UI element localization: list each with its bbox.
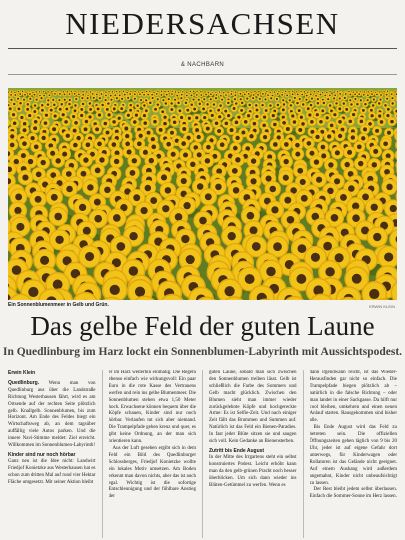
paragraph: guten Laune, sobald man sich zwischen den Sonnenblumen treiben lässt. Gelb ist schließlich die Farbe des Sommers und Gelb macht glücklich. Zwischen den Blumen sieht man immer wieder zurückgelehnte Köpfe und hochgereckte Arme: Es ist Selfie-Zeit. Und nach einiger Zeit fällt das Brummen und Summen auf. Natürlich ist das Feld ein Bienen-Paradies. In fast jeder Blüte sitzen sie und saugen sich voll. Kein Gedanke an Bienensterben.	[209, 370, 297, 445]
paragraph: er im Harz weiterhin einmalig. Die Regeln ebenso einfach wie wirkungsvoll: Ein paar Euro in die rote Kasse des Vertrauens werfen und rein ins gelbe Blumenmeer. Die Sonnenblumen stehen etwa 1,50 Meter hoch. Erwachsene können bequem über die Köpfe schauen, Kinder sind nur noch hörbar. Verlaufen tut sich aber niemand. Die Trampelpfade gehen kreuz und quer, es gibt keine Ordnung, an der man sich orientieren kann.	[108, 370, 196, 445]
paragraph	[8, 380, 96, 450]
article-column-4	[310, 370, 398, 538]
photo-credit: ERWIN KLEIN	[369, 304, 395, 309]
article-column-3	[209, 370, 297, 538]
masthead-rule	[8, 48, 397, 49]
dateline: Quedlinburg.	[8, 379, 40, 386]
section-label: & NACHBARN	[180, 62, 225, 68]
photo-caption: Ein Sonnenblumenmeer in Gelb und Grün.	[8, 302, 109, 308]
crosshead: Kinder sind nur noch hörbar	[8, 451, 76, 458]
crosshead: Zutritt bis Ende August	[209, 447, 265, 454]
sunflower-field-image	[8, 88, 397, 300]
paragraph-text: Wenn man von Quedlinburg aus über die Landstraße Richtung Westerhausen fährt, wird es am Ortsende auf der rechten Seite plötzlich gelb. Knallgelb. Sonnenblumen, bis zum Horizont. Am Ende des Feldes biegt ein Wirtschaftsweg ab, an dem tagsüber auffällig viele Autos parken. Und die innere Navi-Stimme meldet: Ziel erreicht. Willkommen im Sonnenblumen-Labyrinth!	[8, 380, 96, 449]
masthead: NIEDERSACHSEN	[65, 6, 340, 41]
article-subhead: In Quedlinburg im Harz lockt ein Sonnenblumen-Labyrinth mit Aussichtspodest.	[2, 346, 403, 358]
section-rule	[8, 74, 397, 75]
paragraph: Aus der Luft gesehen ergibt sich in dem Feld ein Bild des Quedlinburger Schlossberges, Friedjof Konietzke wollte ein lokales Motiv umsetzen. Am Boden erkennt man davon nichts, aber das ist auch egal. Wichtig ist die sofortige Entschleunigung und der fühlbare Anstieg der	[108, 445, 196, 500]
article-column-1	[8, 370, 96, 538]
paragraph: Bis Ende August wird das Feld zu betreten sein. Die offiziellen Öffnungszeiten gehen täglich von 9 bis 20 Uhr, jeder ist auf eigene Gefahr dort unterwegs, für Kinderwagen oder Rollatoren ist das Gelände nicht geeignet. Auf einem Aushang wird außerdem angemahnt, Kinder nicht unbeaufsichtigt zu lassen.	[309, 425, 397, 486]
paragraph: In der Mitte des Irrgartens steht ein selbst konstruiertes Podest. Leicht erhöht kann man da den gelb-grünen Pracht noch besser überblicken. Um sich dann wieder ins Blüten-Getümmel zu werfen. Wenn es	[209, 454, 297, 488]
column-divider	[202, 370, 203, 538]
article-headline: Das gelbe Feld der guten Laune	[30, 311, 375, 341]
article-body	[8, 370, 397, 538]
column-divider	[102, 370, 103, 538]
sunflower-photo	[8, 88, 397, 300]
article-column-2	[109, 370, 197, 538]
paragraph: Der Rest bleibt jedem selbst überlassen. Einfach die Sommer-Sonne im Herz lassen.	[309, 487, 397, 500]
column-divider	[303, 370, 304, 538]
paragraph: dann irgendwann reicht, ist das Wieder-Herausfinden gar nicht so einfach. Die Trampelpfade biegen plötzlich ab – natürlich in die falsche Richtung – oder man landet in einer Sackgasse. Da hilft nur cool bleiben, umkehren und einen neuen Anlauf starten. Rausgekommen sind bisher alle.	[309, 370, 397, 424]
paragraph: Ganz neu ist die Idee nicht: Landwirt Friedjof Konietzke aus Westerhausen hat es schon zum dritten Mal auf rund vier Hektar Fläche umgesetzt. Mit seiner Aktion bleibt	[8, 458, 96, 485]
article-author: Erwin Klein	[8, 370, 36, 376]
